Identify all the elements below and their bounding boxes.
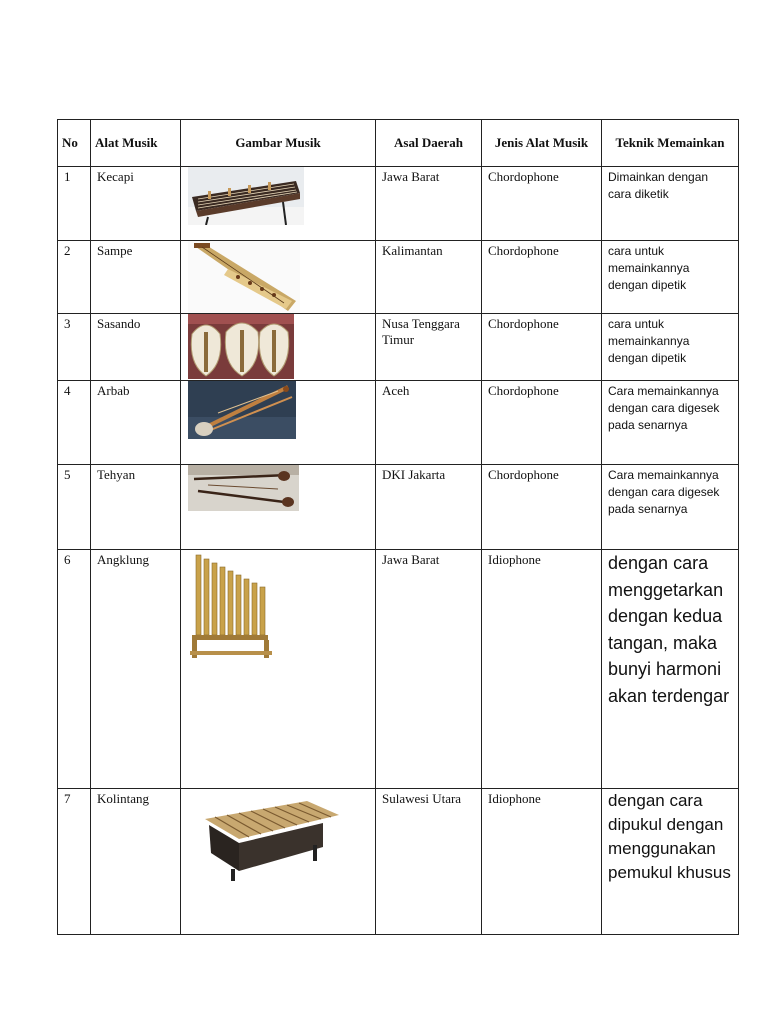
angklung-image xyxy=(188,551,273,659)
cell-no: 6 xyxy=(58,550,91,789)
cell-gambar xyxy=(181,550,376,789)
cell-teknik: dengan cara menggetarkan dengan kedua tangan, maka bunyi harmoni akan terdengar xyxy=(602,550,739,789)
cell-jenis: Chordophone xyxy=(482,241,602,314)
table-row xyxy=(58,314,739,381)
cell-alat: Sampe xyxy=(91,241,181,314)
cell-jenis: Chordophone xyxy=(482,381,602,465)
header-gambar-musik: Gambar Musik xyxy=(181,120,376,167)
table-row xyxy=(58,550,739,789)
kecapi-image xyxy=(188,167,304,225)
cell-gambar xyxy=(181,789,376,935)
table-row xyxy=(58,381,739,465)
cell-alat: Sasando xyxy=(91,314,181,381)
cell-no: 4 xyxy=(58,381,91,465)
cell-teknik: cara untuk memainkannya dengan dipetik xyxy=(602,241,739,314)
cell-jenis: Chordophone xyxy=(482,167,602,241)
tehyan-image xyxy=(188,465,299,511)
cell-asal: Jawa Barat xyxy=(376,550,482,789)
cell-teknik: Dimainkan dengan cara diketik xyxy=(602,167,739,241)
cell-teknik: cara untuk memainkannya dengan dipetik xyxy=(602,314,739,381)
cell-gambar xyxy=(181,465,376,550)
cell-jenis: Chordophone xyxy=(482,465,602,550)
cell-asal: Nusa Tenggara Timur xyxy=(376,314,482,381)
cell-gambar xyxy=(181,167,376,241)
cell-no: 2 xyxy=(58,241,91,314)
arbab-image xyxy=(188,381,296,439)
cell-alat: Kolintang xyxy=(91,789,181,935)
cell-no: 5 xyxy=(58,465,91,550)
cell-teknik: dengan cara dipukul dengan menggunakan pemukul khusus xyxy=(602,789,739,935)
cell-teknik: Cara memainkannya dengan cara digesek pada senarnya xyxy=(602,465,739,550)
table-header-row xyxy=(58,120,739,167)
cell-no: 3 xyxy=(58,314,91,381)
sasando-image xyxy=(188,314,294,379)
cell-asal: Kalimantan xyxy=(376,241,482,314)
cell-teknik: Cara memainkannya dengan cara digesek pada senarnya xyxy=(602,381,739,465)
cell-asal: Jawa Barat xyxy=(376,167,482,241)
cell-gambar xyxy=(181,241,376,314)
cell-no: 1 xyxy=(58,167,91,241)
cell-jenis: Idiophone xyxy=(482,789,602,935)
table-row xyxy=(58,465,739,550)
cell-alat: Angklung xyxy=(91,550,181,789)
table-row xyxy=(58,789,739,935)
cell-alat: Arbab xyxy=(91,381,181,465)
music-table xyxy=(57,119,739,935)
cell-alat: Kecapi xyxy=(91,167,181,241)
sampe-image xyxy=(188,241,300,313)
cell-asal: Aceh xyxy=(376,381,482,465)
table-row xyxy=(58,167,739,241)
cell-jenis: Idiophone xyxy=(482,550,602,789)
cell-gambar xyxy=(181,314,376,381)
cell-asal: Sulawesi Utara xyxy=(376,789,482,935)
table-row xyxy=(58,241,739,314)
cell-no: 7 xyxy=(58,789,91,935)
header-asal-daerah: Asal Daerah xyxy=(376,120,482,167)
kolintang-image xyxy=(203,793,343,881)
header-alat-musik: Alat Musik xyxy=(91,120,181,167)
cell-jenis: Chordophone xyxy=(482,314,602,381)
header-no: No xyxy=(58,120,91,167)
header-jenis-alat-musik: Jenis Alat Musik xyxy=(482,120,602,167)
cell-gambar xyxy=(181,381,376,465)
header-teknik-memainkan: Teknik Memainkan xyxy=(602,120,739,167)
cell-asal: DKI Jakarta xyxy=(376,465,482,550)
cell-alat: Tehyan xyxy=(91,465,181,550)
